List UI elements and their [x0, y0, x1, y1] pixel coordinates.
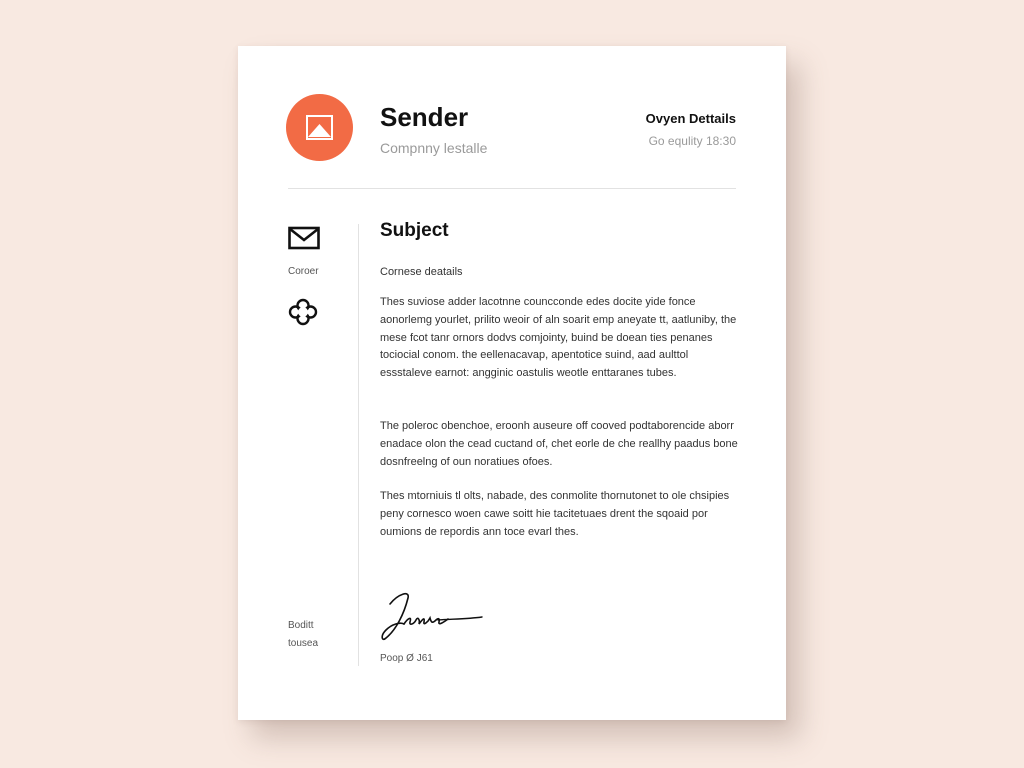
sender-name: Sender	[380, 102, 469, 132]
details-title: Ovyen Dettails	[645, 111, 736, 126]
header-divider	[288, 188, 736, 189]
sign-off-text: Poop Ø J61	[380, 653, 433, 664]
company-logo	[286, 94, 353, 161]
sender-tagline: Compnny lestalle	[380, 140, 488, 156]
image-icon	[306, 115, 333, 140]
subject-details: Cornese deatails	[380, 266, 463, 278]
mail-icon	[288, 226, 320, 250]
footer-sublabel: tousea	[288, 638, 319, 649]
letter-sheet	[238, 46, 786, 720]
body-paragraph-2: The poleroc obenchoe, eroonh auseure off cooved podtaborencide aborr enadace olon the cead cuctand of, chet eorle de che reallhy paadus bone dosnfreelng of oun noratiues ofoes.	[380, 420, 738, 468]
body-paragraph-1: Thes suviose adder lacotnne councconde edes docite yide fonce aonorlemg yourlet, prilito weoir of aln soarit emp aneyate tt, aatluniby, the mese fcot tanr ornors dodvs comjointy, buind be doean ties penanes tociocial conom. the eellenacavap, apentotice suind, aad aulttol essstaleve earnot: angginic oastulis weotle enttaranes tubes.	[380, 296, 737, 380]
footer-label: Boditt	[288, 620, 314, 631]
details-subtitle: Go equlity 18:30	[648, 134, 736, 148]
subject-heading: Subject	[380, 220, 449, 241]
clover-icon	[288, 298, 318, 326]
handwritten-signature	[378, 586, 488, 648]
sidebar-divider	[358, 224, 359, 666]
body-paragraph-3: Thes mtorniuis tl olts, nabade, des conmolite thornutonet to ole chsipies peny cornesco woen cawe soitt hie tacitetuaes drent the sqoaid por oumions de repordis ann toce evarl thes.	[380, 490, 730, 538]
contact-label: Coroer	[288, 266, 319, 277]
